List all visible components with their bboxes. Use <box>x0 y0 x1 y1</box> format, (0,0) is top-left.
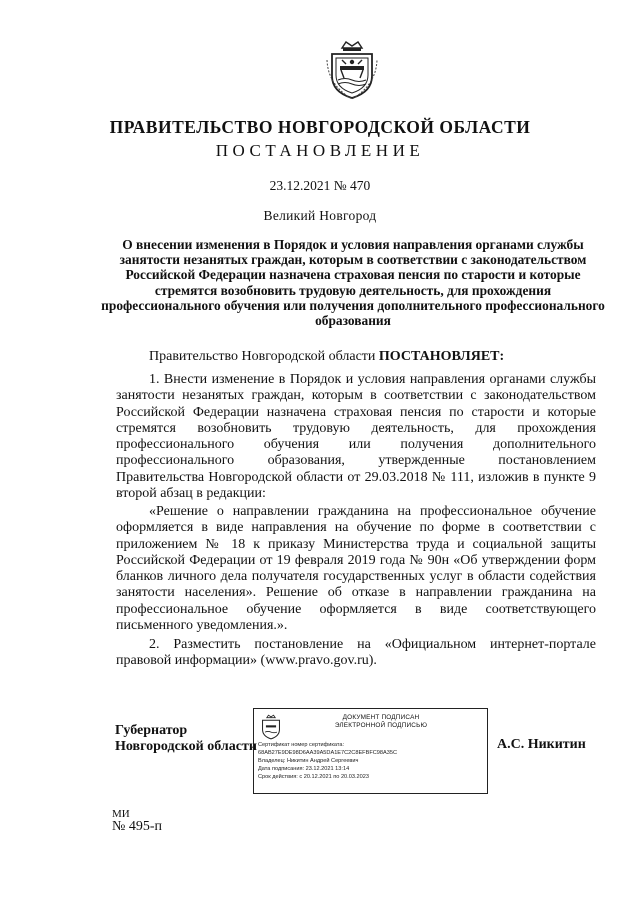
preamble-text: Правительство Новгородской области <box>149 349 379 364</box>
stamp-heading-line-1: ДОКУМЕНТ ПОДПИСАН <box>342 714 420 721</box>
novgorod-coat-of-arms-icon <box>260 714 282 740</box>
preamble <box>149 349 609 365</box>
document-type: ПОСТАНОВЛЕНИЕ <box>215 141 425 160</box>
date-and-number: 23.12.2021 № 470 <box>269 178 371 193</box>
novgorod-coat-of-arms-icon <box>326 40 378 100</box>
stamp-heading-line-2: ЭЛЕКТРОННОЙ ПОДПИСЬЮ <box>334 722 428 730</box>
certificate-owner: Владелец: Никитин Андрей Сергеевич <box>258 758 359 764</box>
signing-date: Дата подписания: 23.12.2021 13:14 <box>258 766 350 772</box>
paragraph-1-quote: «Решение о направлении гражданина на профессиональное обучение оформляется в виде направления на обучение по форме в соответствии с приложением № 18 к приказу Министерства труда и социальной защиты Российской Федерации от 19 февраля 2019 года № 90н «Об утверждении форм бланков личного дела получателя государственных услуг в области содействия занятости населения». Решение об отказе в направлении гражданина на профессиональное обучение оформляется в виде соответствующего письменного уведомления.». <box>116 504 596 634</box>
certificate-number: 68AB27E9DE98D6AA39A5DA1E7C2C8EFBFC98A35C <box>258 750 397 756</box>
preamble-keyword: ПОСТАНОВЛЯЕТ: <box>378 349 505 364</box>
certificate-label: Сертификат номер сертификата: <box>258 742 345 748</box>
certificate-validity: Срок действия: с 20.12.2021 по 20.03.2023 <box>258 774 369 780</box>
government-title: ПРАВИТЕЛЬСТВО НОВГОРОДСКОЙ ОБЛАСТИ <box>109 117 531 137</box>
reference-number: № 495-п <box>112 819 163 834</box>
signatory-title-line-1: Губернатор <box>115 723 188 738</box>
stamp-heading <box>286 714 476 731</box>
signatory-title-line-2: Новгородской области <box>115 739 257 754</box>
paragraph-2: 2. Разместить постановление на «Официальном интернет-портале правовой информации» (www.pravo.gov.ru). <box>116 637 596 669</box>
electronic-signature-stamp <box>253 708 488 794</box>
executor-initials: МИ <box>112 808 130 820</box>
signer-name: А.С. Никитин <box>497 737 586 752</box>
signatory-title <box>115 723 257 755</box>
document-subject: О внесении изменения в Порядок и условия направления органами службы занятости незанятых граждан, которым в соответствии с законодательством Российской Федерации назначена страховая пенсия по старости и которые стремятся возобновить трудовую деятельность, для прохождения профессионального обучения или получения дополнительного профессионального образования <box>101 237 605 329</box>
city: Великий Новгород <box>263 208 377 223</box>
paragraph-1: 1. Внести изменение в Порядок и условия направления органами службы занятости незанятых граждан, которым в соответствии с законодательством Российской Федерации назначена страховая пенсия по старости и которые стремятся возобновить трудовую деятельность, для прохождения профессионального обучения или получения дополнительного профессионального образования, утвержденные постановлением Правительства Новгородской области от 29.03.2018 № 111, изложив в пункте 9 второй абзац в редакции: <box>116 372 596 502</box>
